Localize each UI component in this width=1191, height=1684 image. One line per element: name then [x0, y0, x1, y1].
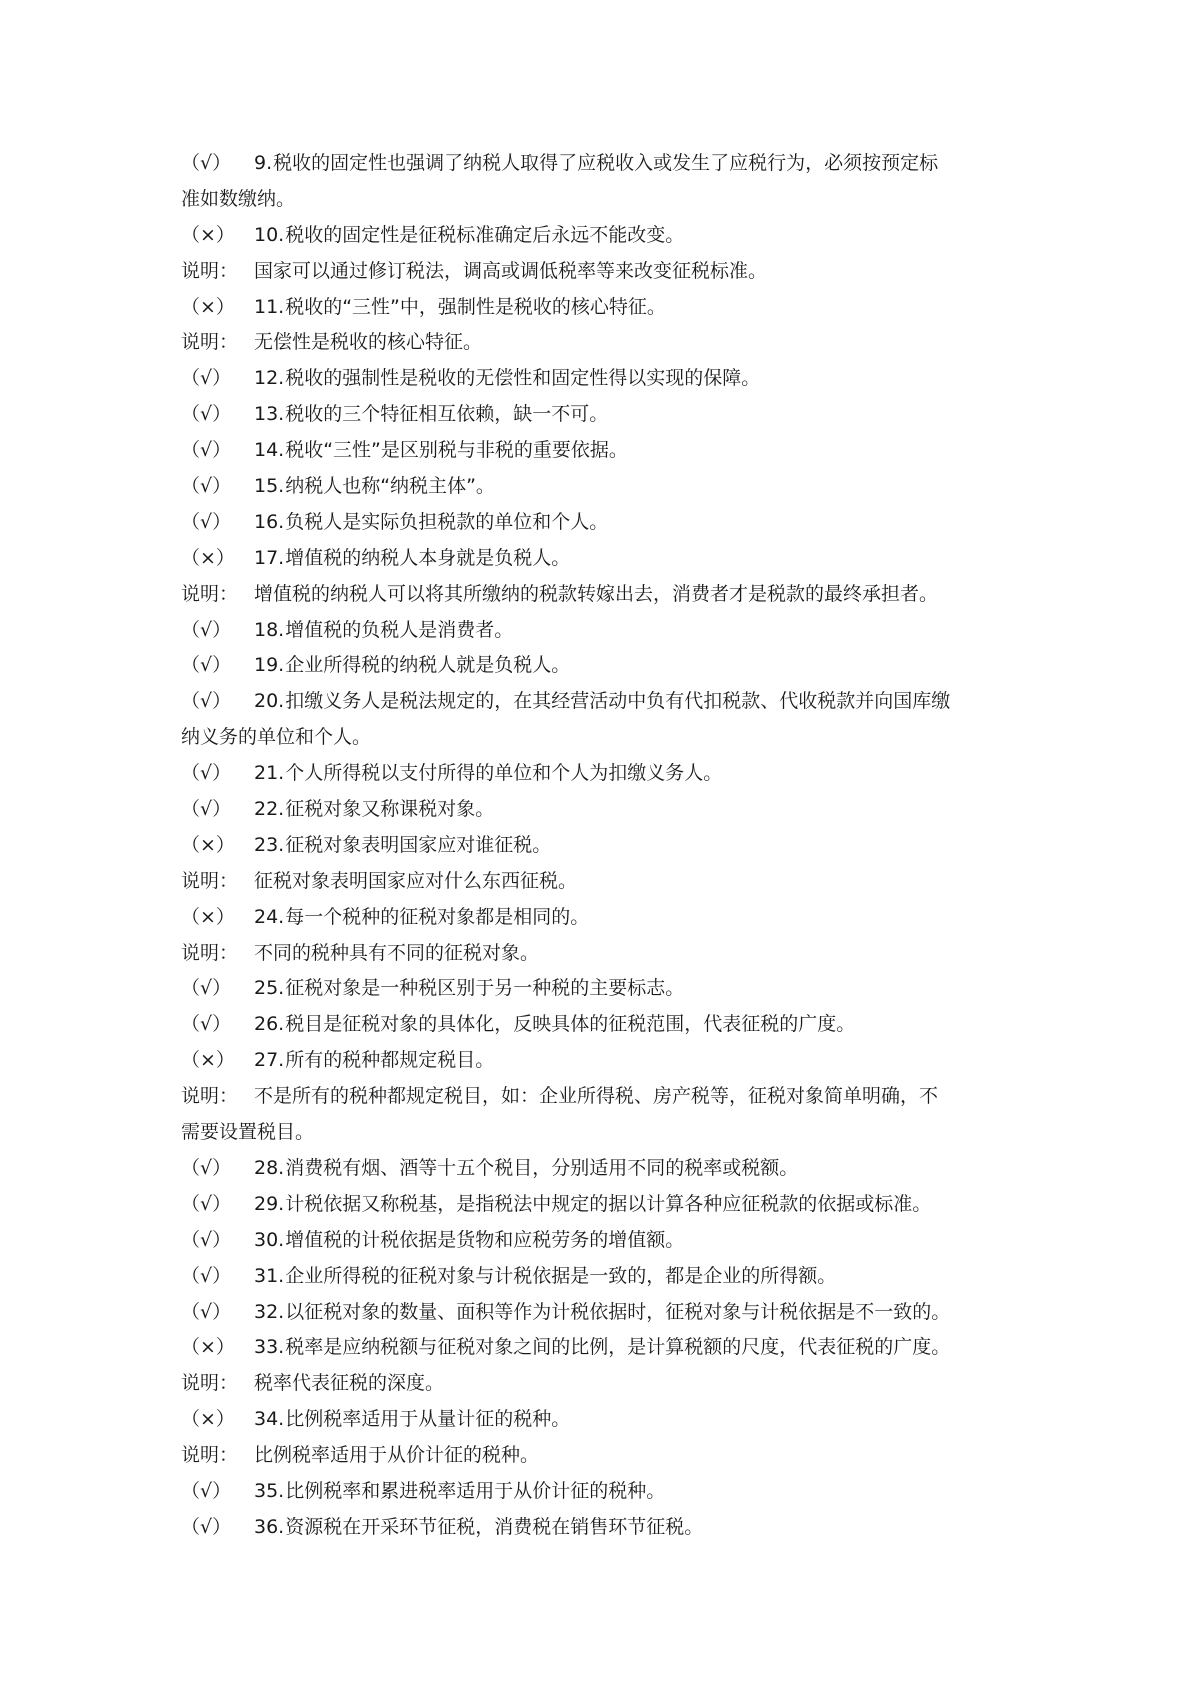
- question-text: 征税对象是一种税区别于另一种税的主要标志。: [285, 977, 685, 1000]
- question-text: 征税对象又称课税对象。: [285, 798, 495, 821]
- explanation-line: [181, 936, 1011, 972]
- question-number: 15.: [254, 475, 285, 498]
- answer-mark: （√）: [181, 1156, 232, 1179]
- question-text: 计税依据又称税基，是指税法中规定的据以计算各种应征税款的依据或标准。: [285, 1192, 932, 1215]
- question-item: [181, 397, 1011, 433]
- answer-mark: （√）: [181, 439, 232, 462]
- answer-mark: （√）: [181, 762, 232, 785]
- question-text: 负税人是实际负担税款的单位和个人。: [285, 510, 609, 533]
- explanation-label: 说明：: [181, 1372, 239, 1395]
- question-item: [181, 792, 1011, 828]
- question-text: 税收的三个特征相互依赖，缺一不可。: [285, 403, 609, 426]
- question-number: 31.: [254, 1264, 285, 1287]
- question-item: [181, 756, 1011, 792]
- true-false-question-list: [181, 146, 1011, 1546]
- explanation-text: 税率代表征税的深度。: [254, 1372, 445, 1395]
- question-item: [181, 469, 1011, 505]
- question-number: 27.: [254, 1049, 285, 1072]
- question-text: 资源税在开采环节征税，消费税在销售环节征税。: [285, 1515, 704, 1538]
- question-number: 19.: [254, 654, 285, 677]
- explanation-line: [181, 1079, 1011, 1115]
- question-text: 比例税率适用于从量计征的税种。: [285, 1408, 571, 1431]
- answer-mark: （√）: [181, 977, 232, 1000]
- explanation-label: 说明：: [181, 582, 239, 605]
- question-number: 30.: [254, 1228, 285, 1251]
- question-item: [181, 971, 1011, 1007]
- question-number: 33.: [254, 1336, 285, 1359]
- answer-mark: （√）: [181, 1515, 232, 1538]
- answer-mark: （×）: [181, 905, 235, 928]
- question-item: [181, 1223, 1011, 1259]
- explanation-text: 增值税的纳税人可以将其所缴纳的税款转嫁出去，消费者才是税款的最终承担者。: [254, 582, 939, 605]
- question-number: 24.: [254, 905, 285, 928]
- answer-mark: （√）: [181, 1192, 232, 1215]
- explanation-text: 征税对象表明国家应对什么东西征税。: [254, 869, 578, 892]
- explanation-text: 国家可以通过修订税法，调高或调低税率等来改变征税标准。: [254, 259, 768, 282]
- explanation-label: 说明：: [181, 259, 239, 282]
- question-number: 26.: [254, 1013, 285, 1036]
- answer-mark: （√）: [181, 1013, 232, 1036]
- explanation-label: 说明：: [181, 941, 239, 964]
- question-text: 增值税的负税人是消费者。: [285, 618, 514, 641]
- explanation-line: [181, 254, 1011, 290]
- continuation-line: [181, 182, 1011, 218]
- answer-mark: （×）: [181, 295, 235, 318]
- question-text: 比例税率和累进税率适用于从价计征的税种。: [285, 1479, 666, 1502]
- explanation-text: 无偿性是税收的核心特征。: [254, 331, 483, 354]
- question-item: [181, 900, 1011, 936]
- question-number: 18.: [254, 618, 285, 641]
- question-item: [181, 1295, 1011, 1331]
- question-text: 税目是征税对象的具体化，反映具体的征税范围，代表征税的广度。: [285, 1013, 856, 1036]
- answer-mark: （×）: [181, 1336, 235, 1359]
- explanation-line: [181, 325, 1011, 361]
- question-number: 14.: [254, 439, 285, 462]
- question-number: 36.: [254, 1515, 285, 1538]
- answer-mark: （×）: [181, 1049, 235, 1072]
- question-number: 23.: [254, 833, 285, 856]
- explanation-line: [181, 1438, 1011, 1474]
- question-number: 25.: [254, 977, 285, 1000]
- explanation-line: [181, 864, 1011, 900]
- answer-mark: （√）: [181, 367, 232, 390]
- explanation-label: 说明：: [181, 869, 239, 892]
- explanation-text: 比例税率适用于从价计征的税种。: [254, 1444, 540, 1467]
- question-text: 税收的“三性”中，强制性是税收的核心特征。: [285, 295, 666, 318]
- question-text: 所有的税种都规定税目。: [285, 1049, 495, 1072]
- continuation-text: 准如数缴纳。: [181, 187, 296, 210]
- question-text: 征税对象表明国家应对谁征税。: [285, 833, 552, 856]
- question-text: 增值税的纳税人本身就是负税人。: [285, 546, 571, 569]
- explanation-label: 说明：: [181, 331, 239, 354]
- answer-mark: （√）: [181, 618, 232, 641]
- answer-mark: （√）: [181, 690, 232, 713]
- question-text: 个人所得税以支付所得的单位和个人为扣缴义务人。: [285, 762, 723, 785]
- answer-mark: （√）: [181, 1228, 232, 1251]
- answer-mark: （×）: [181, 1408, 235, 1431]
- continuation-line: [181, 720, 1011, 756]
- continuation-line: [181, 1115, 1011, 1151]
- question-number: 12.: [254, 367, 285, 390]
- answer-mark: （×）: [181, 833, 235, 856]
- explanation-text: 不同的税种具有不同的征税对象。: [254, 941, 540, 964]
- question-number: 22.: [254, 798, 285, 821]
- question-item: [181, 505, 1011, 541]
- answer-mark: （√）: [181, 798, 232, 821]
- question-text: 每一个税种的征税对象都是相同的。: [285, 905, 590, 928]
- question-text: 税收的强制性是税收的无偿性和固定性得以实现的保障。: [285, 367, 761, 390]
- question-number: 29.: [254, 1192, 285, 1215]
- question-text: 增值税的计税依据是货物和应税劳务的增值额。: [285, 1228, 685, 1251]
- question-text: 税率是应纳税额与征税对象之间的比例，是计算税额的尺度，代表征税的广度。: [285, 1336, 951, 1359]
- answer-mark: （√）: [181, 1264, 232, 1287]
- answer-mark: （√）: [181, 654, 232, 677]
- question-item: [181, 1007, 1011, 1043]
- question-item: [181, 1330, 1011, 1366]
- question-item: [181, 1151, 1011, 1187]
- answer-mark: （×）: [181, 223, 235, 246]
- question-item: [181, 433, 1011, 469]
- question-text: 消费税有烟、酒等十五个税目，分别适用不同的税率或税额。: [285, 1156, 799, 1179]
- question-number: 35.: [254, 1479, 285, 1502]
- question-text: 企业所得税的征税对象与计税依据是一致的，都是企业的所得额。: [285, 1264, 837, 1287]
- question-number: 16.: [254, 510, 285, 533]
- question-item: [181, 648, 1011, 684]
- question-text: 税收的固定性是征税标准确定后永远不能改变。: [285, 223, 685, 246]
- explanation-line: [181, 577, 1011, 613]
- explanation-label: 说明：: [181, 1444, 239, 1467]
- question-item: [181, 290, 1011, 326]
- question-item: [181, 1402, 1011, 1438]
- question-item: [181, 1510, 1011, 1546]
- question-text: 税收的固定性也强调了纳税人取得了应税收入或发生了应税行为，必须按预定标: [273, 152, 939, 174]
- question-item: [181, 541, 1011, 577]
- answer-mark: （√）: [181, 1300, 232, 1323]
- question-item: [181, 218, 1011, 254]
- answer-mark: （×）: [181, 546, 235, 569]
- explanation-label: 说明：: [181, 1085, 239, 1108]
- question-item: [181, 1043, 1011, 1079]
- question-item: [181, 1187, 1011, 1223]
- question-item: [181, 828, 1011, 864]
- question-item: [181, 684, 1011, 720]
- answer-mark: （√）: [181, 403, 232, 426]
- question-text: 税收“三性”是区别税与非税的重要依据。: [285, 439, 628, 462]
- question-number: 11.: [254, 295, 285, 318]
- question-number: 28.: [254, 1156, 285, 1179]
- answer-mark: （√）: [181, 1479, 232, 1502]
- question-item: [181, 361, 1011, 397]
- question-item: [181, 1259, 1011, 1295]
- question-number: 34.: [254, 1408, 285, 1431]
- question-text: 纳税人也称“纳税主体”。: [285, 475, 495, 498]
- answer-mark: （√）: [181, 152, 232, 174]
- question-item: [181, 146, 1011, 182]
- question-item: [181, 613, 1011, 649]
- question-text: 以征税对象的数量、面积等作为计税依据时，征税对象与计税依据是不一致的。: [285, 1300, 951, 1323]
- question-number: 20.: [254, 690, 285, 713]
- answer-mark: （√）: [181, 510, 232, 533]
- question-text: 扣缴义务人是税法规定的，在其经营活动中负有代扣税款、代收税款并向国库缴: [285, 690, 951, 713]
- question-number: 10.: [254, 223, 285, 246]
- explanation-line: [181, 1366, 1011, 1402]
- explanation-text: 不是所有的税种都规定税目，如：企业所得税、房产税等，征税对象简单明确，不: [254, 1085, 939, 1108]
- question-item: [181, 1474, 1011, 1510]
- question-number: 32.: [254, 1300, 285, 1323]
- continuation-text: 纳义务的单位和个人。: [181, 726, 372, 749]
- answer-mark: （√）: [181, 475, 232, 498]
- question-number: 9.: [254, 152, 273, 174]
- question-number: 13.: [254, 403, 285, 426]
- question-text: 企业所得税的纳税人就是负税人。: [285, 654, 571, 677]
- question-number: 17.: [254, 546, 285, 569]
- continuation-text: 需要设置税目。: [181, 1121, 315, 1144]
- question-number: 21.: [254, 762, 285, 785]
